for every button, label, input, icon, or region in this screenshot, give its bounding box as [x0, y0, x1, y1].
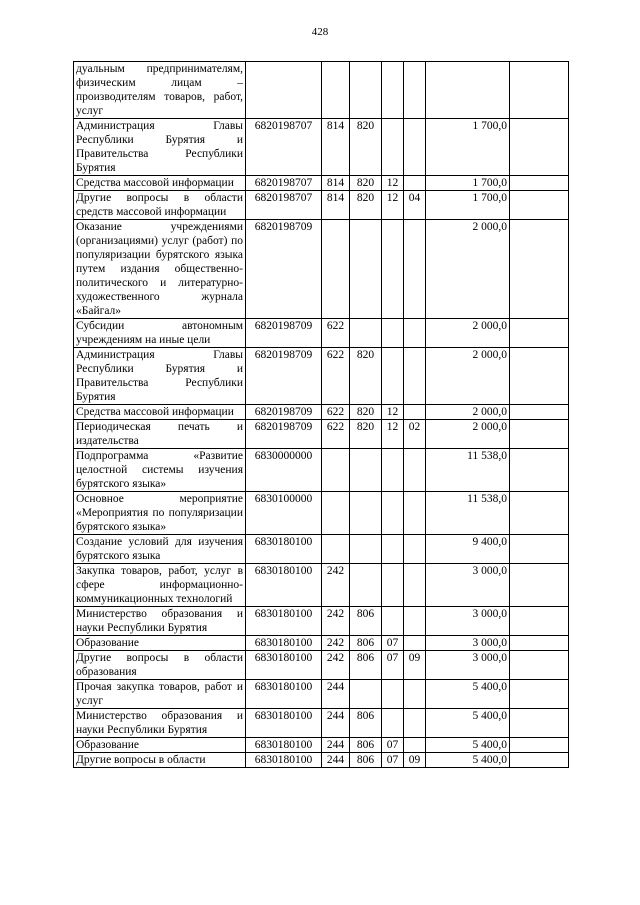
cell-rz [382, 680, 404, 709]
cell-grbs: 820 [350, 348, 382, 405]
cell-rz: 07 [382, 636, 404, 651]
cell-rz: 07 [382, 738, 404, 753]
cell-rz: 12 [382, 176, 404, 191]
table-row [74, 449, 569, 492]
cell-pr [404, 176, 426, 191]
cell-amount: 1 700,0 [426, 176, 510, 191]
table-row [74, 176, 569, 191]
cell-rz: 12 [382, 191, 404, 220]
cell-rz [382, 564, 404, 607]
cell-grbs [350, 535, 382, 564]
cell-empty [510, 220, 569, 319]
cell-csr: 6830180100 [246, 738, 322, 753]
cell-name: Средства массовой информации [74, 405, 246, 420]
cell-rz [382, 535, 404, 564]
table-row [74, 348, 569, 405]
cell-amount: 11 538,0 [426, 449, 510, 492]
cell-vr: 622 [322, 405, 350, 420]
cell-rz [382, 119, 404, 176]
cell-amount: 2 000,0 [426, 420, 510, 449]
cell-amount: 5 400,0 [426, 753, 510, 768]
cell-amount: 3 000,0 [426, 564, 510, 607]
cell-grbs: 820 [350, 176, 382, 191]
cell-rz: 12 [382, 420, 404, 449]
cell-grbs: 806 [350, 607, 382, 636]
cell-grbs [350, 492, 382, 535]
cell-vr: 814 [322, 176, 350, 191]
cell-grbs: 820 [350, 191, 382, 220]
cell-empty [510, 636, 569, 651]
cell-pr: 09 [404, 651, 426, 680]
cell-vr [322, 492, 350, 535]
cell-empty [510, 449, 569, 492]
cell-csr: 6820198707 [246, 119, 322, 176]
cell-csr: 6830000000 [246, 449, 322, 492]
cell-empty [510, 738, 569, 753]
cell-grbs: 806 [350, 636, 382, 651]
cell-amount: 9 400,0 [426, 535, 510, 564]
budget-table [73, 61, 569, 768]
cell-name: Образование [74, 636, 246, 651]
table-row [74, 119, 569, 176]
cell-amount: 3 000,0 [426, 651, 510, 680]
cell-rz [382, 62, 404, 119]
cell-grbs [350, 62, 382, 119]
cell-empty [510, 709, 569, 738]
cell-amount [426, 62, 510, 119]
page-number: 428 [311, 26, 329, 38]
cell-grbs: 806 [350, 651, 382, 680]
table-row [74, 680, 569, 709]
cell-amount: 2 000,0 [426, 405, 510, 420]
cell-pr [404, 564, 426, 607]
cell-name: Образование [74, 738, 246, 753]
cell-amount: 3 000,0 [426, 636, 510, 651]
cell-csr: 6820198709 [246, 420, 322, 449]
cell-vr: 622 [322, 348, 350, 405]
cell-empty [510, 564, 569, 607]
cell-rz [382, 709, 404, 738]
cell-pr: 09 [404, 753, 426, 768]
cell-amount: 5 400,0 [426, 709, 510, 738]
cell-amount: 3 000,0 [426, 607, 510, 636]
cell-csr [246, 62, 322, 119]
cell-csr: 6830180100 [246, 753, 322, 768]
cell-empty [510, 319, 569, 348]
cell-rz [382, 449, 404, 492]
cell-csr: 6820198709 [246, 348, 322, 405]
cell-name: Администрация Главы Республики Бурятия и Правительства Республики Бурятия [74, 348, 246, 405]
cell-amount: 5 400,0 [426, 738, 510, 753]
table-row [74, 319, 569, 348]
table-row [74, 636, 569, 651]
cell-grbs [350, 680, 382, 709]
cell-pr [404, 738, 426, 753]
cell-name: Министерство образования и науки Республики Бурятия [74, 709, 246, 738]
table-row [74, 564, 569, 607]
cell-name: Прочая закупка товаров, работ и услуг [74, 680, 246, 709]
cell-name: Создание условий для изучения бурятского языка [74, 535, 246, 564]
cell-csr: 6830180100 [246, 651, 322, 680]
cell-name: Основное мероприятие «Мероприятия по популяризации бурятского языка» [74, 492, 246, 535]
cell-pr [404, 680, 426, 709]
cell-empty [510, 753, 569, 768]
cell-csr: 6830180100 [246, 709, 322, 738]
cell-pr [404, 62, 426, 119]
cell-name: Другие вопросы в области средств массовой информации [74, 191, 246, 220]
table-row [74, 420, 569, 449]
cell-grbs: 806 [350, 753, 382, 768]
cell-name: Подпрограмма «Развитие целостной системы изучения бурятского языка» [74, 449, 246, 492]
cell-rz [382, 492, 404, 535]
table-row [74, 220, 569, 319]
cell-name: Закупка товаров, работ, услуг в сфере информационно-коммуникационных технологий [74, 564, 246, 607]
cell-rz: 07 [382, 753, 404, 768]
cell-empty [510, 191, 569, 220]
cell-amount: 2 000,0 [426, 220, 510, 319]
cell-grbs [350, 449, 382, 492]
cell-empty [510, 176, 569, 191]
cell-csr: 6830180100 [246, 636, 322, 651]
cell-csr: 6820198707 [246, 176, 322, 191]
cell-vr [322, 449, 350, 492]
cell-vr [322, 62, 350, 119]
cell-pr [404, 449, 426, 492]
cell-empty [510, 651, 569, 680]
table-row [74, 738, 569, 753]
cell-amount: 11 538,0 [426, 492, 510, 535]
cell-name: Оказание учреждениями (организациями) услуг (работ) по популяризации бурятского языка путем издания общественно-политического и литературно-художественного журнала «Байгал» [74, 220, 246, 319]
cell-pr [404, 405, 426, 420]
budget-rows [74, 62, 569, 768]
cell-csr: 6830180100 [246, 535, 322, 564]
cell-vr: 242 [322, 651, 350, 680]
table-row [74, 535, 569, 564]
cell-empty [510, 420, 569, 449]
cell-grbs [350, 220, 382, 319]
cell-empty [510, 607, 569, 636]
cell-vr: 242 [322, 607, 350, 636]
cell-pr [404, 709, 426, 738]
cell-vr: 622 [322, 420, 350, 449]
cell-csr: 6820198709 [246, 319, 322, 348]
table-row [74, 62, 569, 119]
cell-name: Периодическая печать и издательства [74, 420, 246, 449]
cell-pr [404, 607, 426, 636]
cell-rz [382, 607, 404, 636]
cell-pr [404, 535, 426, 564]
cell-empty [510, 348, 569, 405]
cell-rz [382, 348, 404, 405]
cell-empty [510, 119, 569, 176]
cell-pr [404, 119, 426, 176]
cell-vr [322, 220, 350, 319]
cell-empty [510, 535, 569, 564]
cell-grbs [350, 564, 382, 607]
cell-vr: 244 [322, 753, 350, 768]
cell-empty [510, 492, 569, 535]
cell-vr [322, 535, 350, 564]
cell-name: Другие вопросы в области [74, 753, 246, 768]
cell-amount: 2 000,0 [426, 319, 510, 348]
cell-name: Субсидии автономным учреждениям на иные цели [74, 319, 246, 348]
cell-grbs: 820 [350, 119, 382, 176]
cell-grbs: 820 [350, 420, 382, 449]
cell-empty [510, 680, 569, 709]
cell-pr [404, 636, 426, 651]
cell-grbs: 806 [350, 709, 382, 738]
cell-amount: 1 700,0 [426, 119, 510, 176]
cell-grbs: 806 [350, 738, 382, 753]
cell-vr: 244 [322, 738, 350, 753]
cell-vr: 814 [322, 191, 350, 220]
cell-csr: 6830180100 [246, 564, 322, 607]
cell-csr: 6830180100 [246, 680, 322, 709]
cell-pr [404, 492, 426, 535]
cell-name: Администрация Главы Республики Бурятия и Правительства Республики Бурятия [74, 119, 246, 176]
cell-vr: 244 [322, 709, 350, 738]
cell-vr: 242 [322, 636, 350, 651]
cell-rz [382, 220, 404, 319]
cell-pr: 02 [404, 420, 426, 449]
cell-csr: 6830180100 [246, 607, 322, 636]
cell-amount: 2 000,0 [426, 348, 510, 405]
cell-pr [404, 319, 426, 348]
cell-name: дуальным предпринимателям, физическим лицам – производителям товаров, работ, услуг [74, 62, 246, 119]
table-row [74, 709, 569, 738]
cell-name: Министерство образования и науки Республики Бурятия [74, 607, 246, 636]
cell-vr: 814 [322, 119, 350, 176]
table-row [74, 651, 569, 680]
cell-csr: 6820198709 [246, 405, 322, 420]
cell-pr [404, 220, 426, 319]
cell-pr: 04 [404, 191, 426, 220]
cell-csr: 6820198709 [246, 220, 322, 319]
cell-name: Другие вопросы в области образования [74, 651, 246, 680]
cell-vr: 242 [322, 564, 350, 607]
table-row [74, 191, 569, 220]
cell-grbs [350, 319, 382, 348]
cell-empty [510, 62, 569, 119]
cell-amount: 1 700,0 [426, 191, 510, 220]
table-row [74, 753, 569, 768]
cell-vr: 622 [322, 319, 350, 348]
cell-grbs: 820 [350, 405, 382, 420]
cell-vr: 244 [322, 680, 350, 709]
table-row [74, 607, 569, 636]
cell-rz [382, 319, 404, 348]
cell-csr: 6830100000 [246, 492, 322, 535]
table-row [74, 405, 569, 420]
cell-name: Средства массовой информации [74, 176, 246, 191]
table-row [74, 492, 569, 535]
cell-empty [510, 405, 569, 420]
cell-amount: 5 400,0 [426, 680, 510, 709]
cell-rz: 07 [382, 651, 404, 680]
cell-rz: 12 [382, 405, 404, 420]
cell-csr: 6820198707 [246, 191, 322, 220]
cell-pr [404, 348, 426, 405]
